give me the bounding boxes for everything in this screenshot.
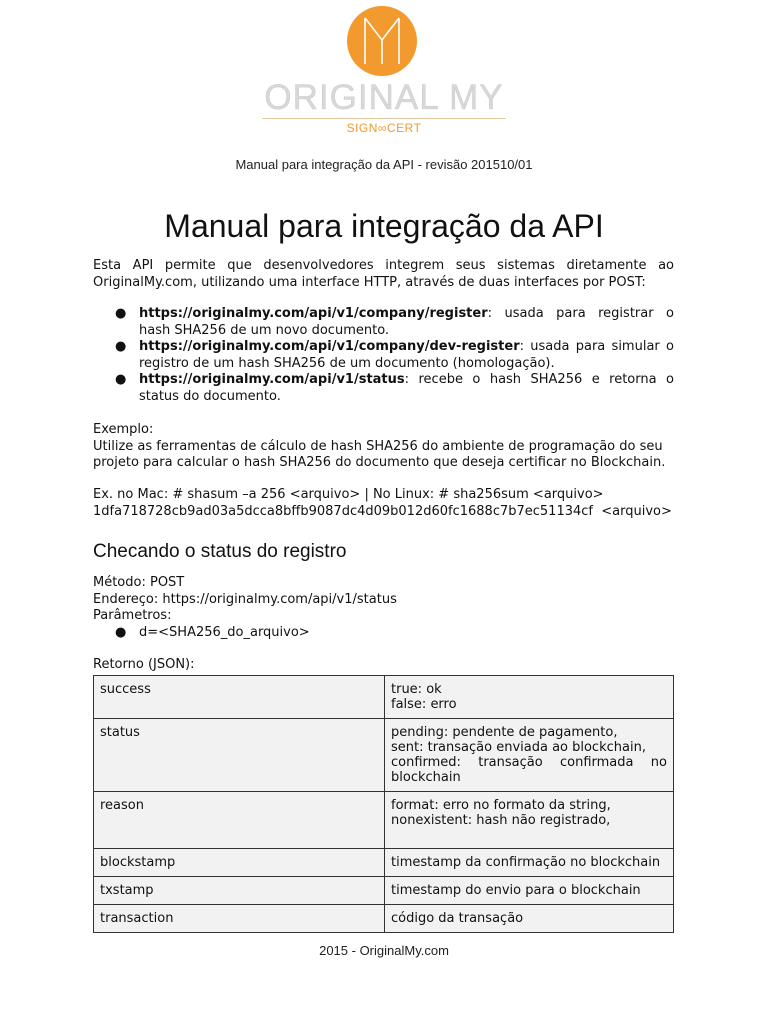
table-key-cell: success [94,676,385,719]
value-line: sent: transação enviada ao blockchain, [391,740,646,755]
bullet-icon: ● [115,625,127,640]
address-line: Endereço: https://originalmy.com/api/v1/status [93,591,397,607]
list-item [93,339,674,372]
table-value-cell [385,719,674,792]
intro-paragraph: Esta API permite que desenvolvedores integrem seus sistemas diretamente ao OriginalMy.com, utilizando uma interface HTTP, através de duas interfaces por POST: [93,258,674,290]
request-details [93,575,674,625]
table-row [94,676,674,719]
method-line: Método: POST [93,575,185,590]
endpoint-description: : usada para registrar o hash SHA256 de um novo documento. [139,306,674,338]
table-value-cell [385,792,674,849]
example-text: Utilize as ferramentas de cálculo de hash SHA256 do ambiente de programação do seu projeto para calcular o hash SHA256 do documento que deseja certificar no Blockchain. [93,438,666,470]
endpoint-description: : recebe o hash SHA256 e retorna o status do documento. [139,372,674,404]
logo-tagline: SIGN∞CERT [346,121,422,135]
table-row [94,849,674,877]
bullet-icon: ● [115,339,127,354]
return-table [93,675,674,933]
table-row [94,905,674,933]
table-row [94,792,674,849]
params-label: Parâmetros: [93,608,172,623]
table-value-cell [385,905,674,933]
logo-wordmark: ORIGINAL MY [264,78,504,117]
table-value-cell [385,676,674,719]
list-item [93,625,674,642]
document-footer: 2015 - OriginalMy.com [319,943,449,958]
return-label: Retorno (JSON): [93,657,195,672]
value-line: pending: pendente de pagamento, [391,725,618,740]
table-key-cell: blockstamp [94,849,385,877]
endpoint-description: : usada para simular o registro de um hash SHA256 de um documento (homologação). [139,339,674,371]
param-value: d=<SHA256_do_arquivo> [139,625,310,640]
originalmy-logo [262,6,506,138]
list-item [93,372,674,405]
command-line: Ex. no Mac: # shasum –a 256 <arquivo> | No Linux: # sha256sum <arquivo> [93,487,604,502]
example-label: Exemplo: [93,422,154,437]
logo-divider [262,118,506,119]
endpoint-list [93,306,674,405]
example-block [93,422,674,472]
page-title: Manual para integração da API [164,208,604,244]
hash-example: 1dfa718728cb9ad03a5dcca8bffb9087dc4d09b012d60fc1688c7b7ec51134cf <arquivo> [93,503,672,519]
value-line: format: erro no formato da string, [391,798,611,813]
table-key-cell: transaction [94,905,385,933]
list-item [93,306,674,339]
endpoint-url: https://originalmy.com/api/v1/company/dev-register [139,339,520,354]
value-line: false: erro [391,697,457,712]
table-value-cell [385,849,674,877]
table-key-cell: status [94,719,385,792]
document-header: Manual para integração da API - revisão 201510/01 [235,157,533,172]
table-row [94,719,674,792]
table-key-cell: reason [94,792,385,849]
value-line: confirmed: transação confirmada no blockchain [391,755,667,785]
value-line: timestamp da confirmação no blockchain [391,855,661,870]
value-line: nonexistent: hash não registrado, [391,813,611,828]
table-key-cell: txstamp [94,877,385,905]
table-row [94,877,674,905]
monogram-my-icon [347,6,417,76]
value-line: true: ok [391,682,442,697]
value-line: timestamp do envio para o blockchain [391,883,641,898]
bullet-icon: ● [115,372,127,387]
section-heading: Checando o status do registro [93,541,347,562]
command-example [93,487,693,520]
bullet-icon: ● [115,306,127,321]
value-line: código da transação [391,911,524,926]
endpoint-url: https://originalmy.com/api/v1/status [139,372,405,387]
endpoint-url: https://originalmy.com/api/v1/company/register [139,306,488,321]
table-value-cell [385,877,674,905]
